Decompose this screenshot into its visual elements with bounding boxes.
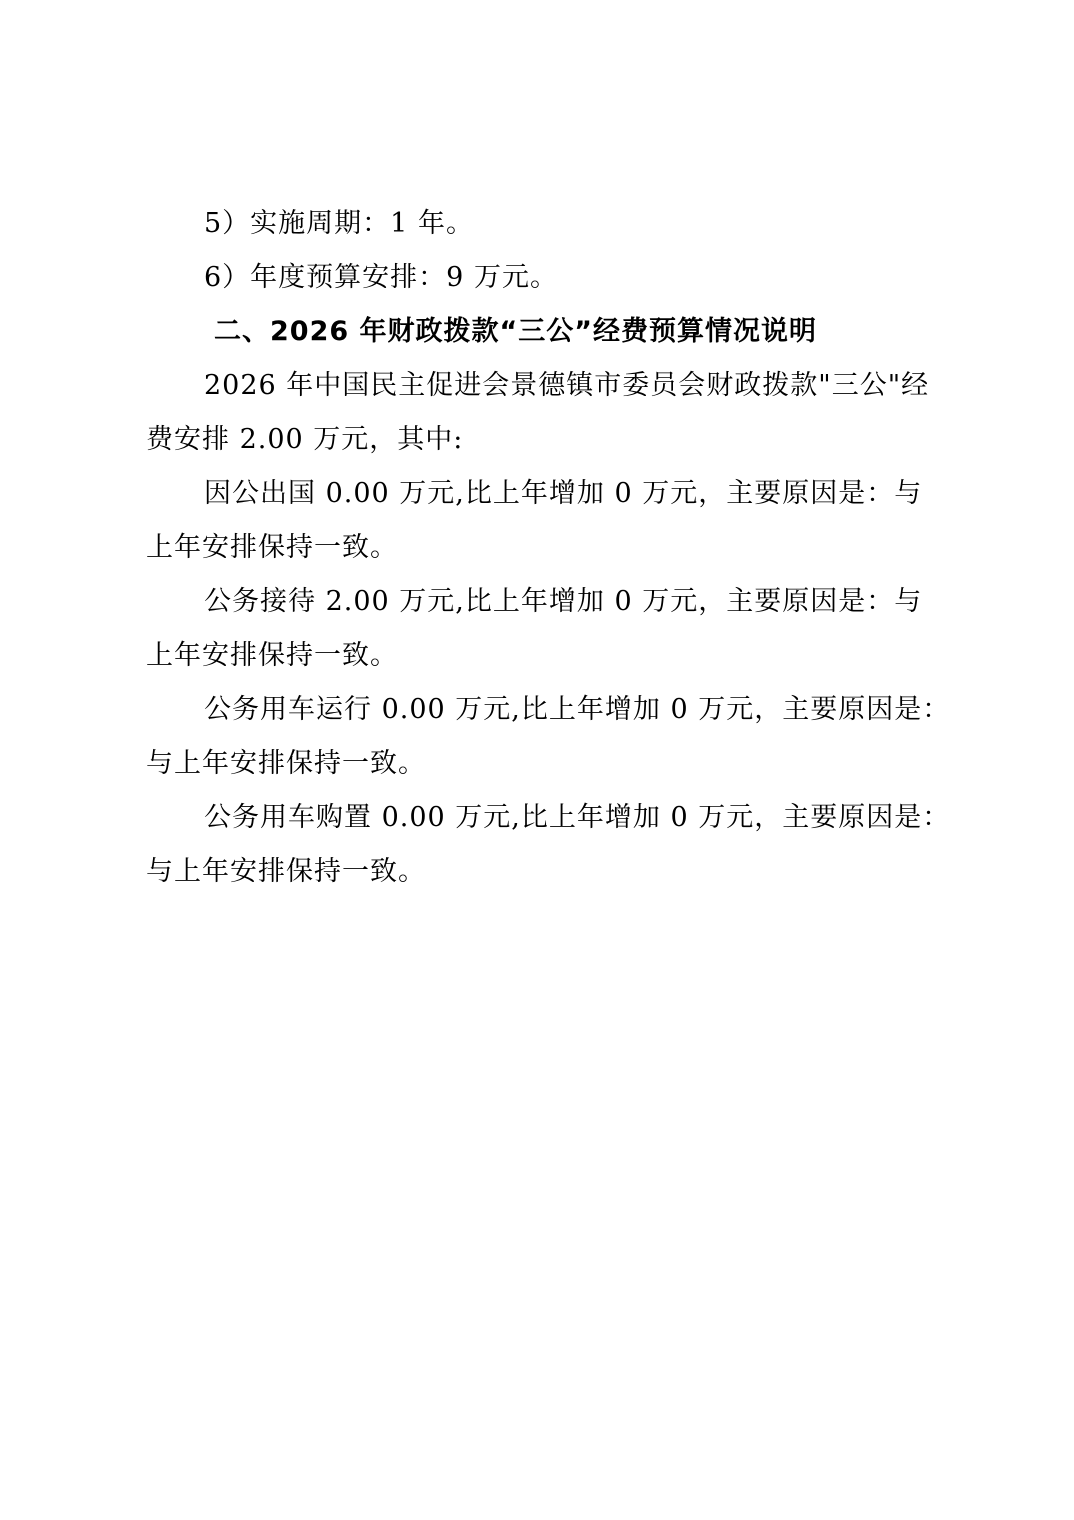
paragraph-vehicle-purchase-line-2: 与上年安排保持一致。 (146, 856, 426, 887)
paragraph-overseas-line-2: 上年安排保持一致。 (146, 532, 398, 563)
paragraph-vehicle-operation-line-1: 公务用车运行 0.00 万元,比上年增加 0 万元，主要原因是： (204, 694, 951, 725)
item-implementation-period: 5）实施周期：1 年。 (204, 208, 474, 239)
paragraph-vehicle-operation-line-2: 与上年安排保持一致。 (146, 748, 426, 779)
paragraph-summary-line-1: 2026 年中国民主促进会景德镇市委员会财政拨款"三公"经 (204, 370, 930, 401)
paragraph-reception-line-1: 公务接待 2.00 万元,比上年增加 0 万元，主要原因是：与 (204, 586, 923, 617)
paragraph-overseas-line-1: 因公出国 0.00 万元,比上年增加 0 万元，主要原因是：与 (204, 478, 923, 509)
paragraph-reception-line-2: 上年安排保持一致。 (146, 640, 398, 671)
item-annual-budget: 6）年度预算安排：9 万元。 (204, 262, 558, 293)
section-heading: 二、2026 年财政拨款“三公”经费预算情况说明 (214, 316, 818, 347)
paragraph-vehicle-purchase-line-1: 公务用车购置 0.00 万元,比上年增加 0 万元，主要原因是： (204, 802, 951, 833)
paragraph-summary-line-2: 费安排 2.00 万元，其中: (146, 424, 464, 455)
